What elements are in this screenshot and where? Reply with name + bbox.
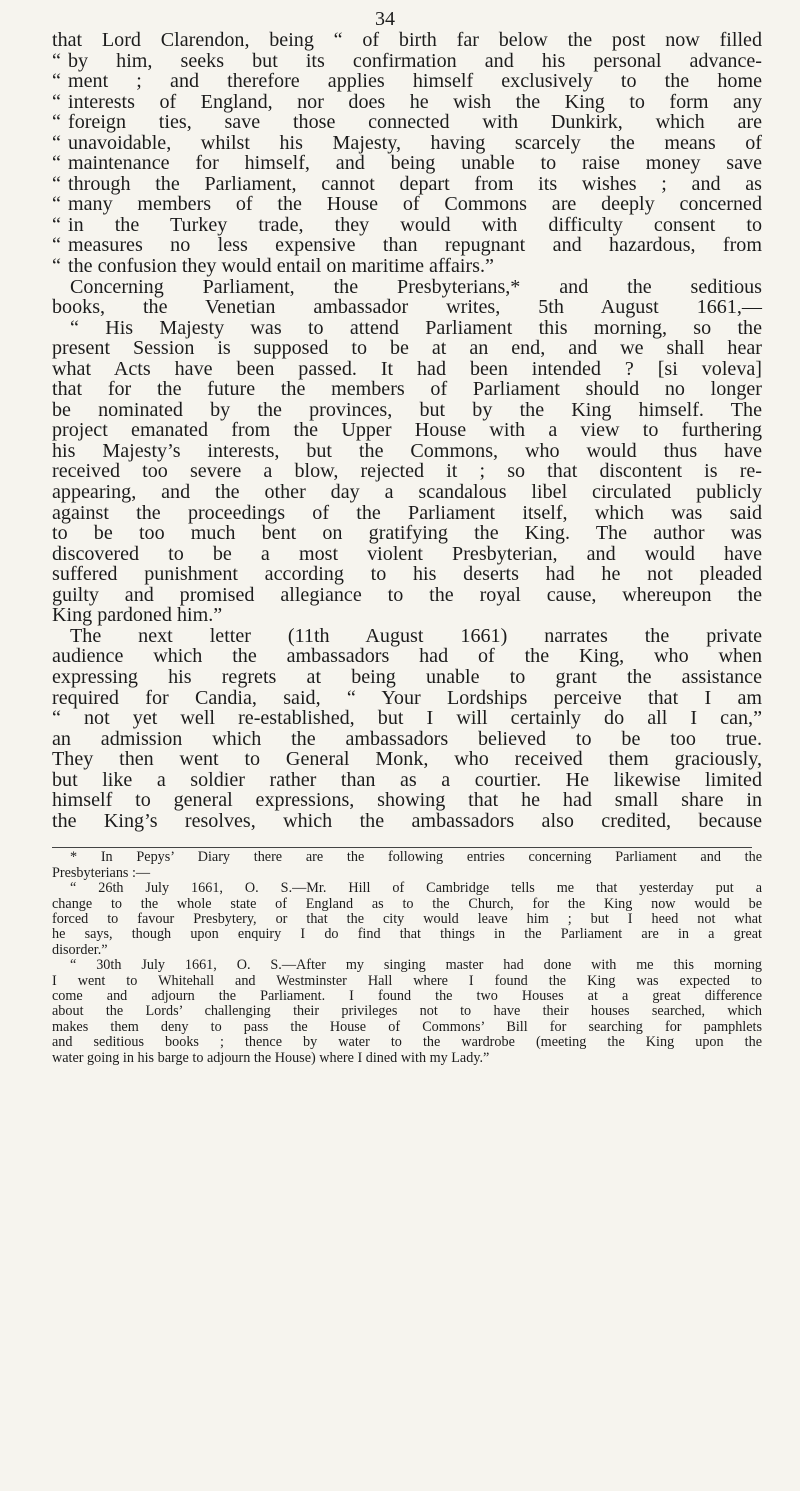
text-line: “ unavoidable, whilst his Majesty, having scarcely the means of bbox=[52, 131, 762, 154]
text-line: an admission which the ambassadors believed to be too true. bbox=[52, 727, 762, 750]
footnote-line: “ 30th July 1661, O. S.—After my singing master had done with me this morning bbox=[70, 957, 762, 974]
text-line: suffered punishment according to his deserts had he not pleaded bbox=[52, 563, 762, 586]
text-line: that for the future the members of Parliament should no longer bbox=[52, 378, 762, 401]
quote-mark: “ bbox=[52, 234, 61, 257]
footnote-line: makes them deny to pass the House of Commons’ Bill for searching for pamphlets bbox=[52, 1018, 762, 1035]
footnote-line: disorder.” bbox=[52, 941, 108, 958]
footnote-line: change to the whole state of England as to the Church, for the King now would be bbox=[52, 895, 762, 912]
quote-mark: “ bbox=[52, 111, 61, 134]
quote-mark: “ bbox=[52, 152, 61, 175]
text-line: books, the Venetian ambassador writes, 5th August 1661,— bbox=[52, 296, 762, 319]
quote-mark: “ bbox=[52, 49, 61, 72]
text-line: Concerning Parliament, the Presbyterians,* and the seditious bbox=[70, 275, 762, 298]
text-line: “ measures no less expensive than repugnant and hazardous, from bbox=[52, 234, 762, 257]
text-line: “ His Majesty was to attend Parliament this morning, so the bbox=[70, 316, 762, 339]
text-line: “ in the Turkey trade, they would with difficulty consent to bbox=[52, 213, 762, 236]
paragraph-1 bbox=[52, 30, 762, 277]
text-line: They then went to General Monk, who received them graciously, bbox=[52, 748, 762, 771]
footnote-line: forced to favour Presbytery, or that the city would leave him ; but I heed not what bbox=[52, 910, 762, 927]
quote-mark: “ bbox=[52, 255, 61, 278]
text-line: discovered to be a most violent Presbyterian, and would have bbox=[52, 542, 762, 565]
text-line: against the proceedings of the Parliament itself, which was said bbox=[52, 501, 762, 524]
main-text bbox=[52, 30, 762, 831]
text-line: “ interests of England, nor does he wish the King to form any bbox=[52, 90, 762, 113]
quote-mark: “ bbox=[52, 172, 61, 195]
text-line: appearing, and the other day a scandalous libel circulated publicly bbox=[52, 481, 762, 504]
text-line: project emanated from the Upper House with a view to furthering bbox=[52, 419, 762, 442]
text-line: “ not yet well re-established, but I will certainly do all I can,” bbox=[52, 707, 762, 730]
quote-mark: “ bbox=[52, 131, 61, 154]
text-line: received too severe a blow, rejected it ; so that discontent is re- bbox=[52, 460, 762, 483]
footnote-line: “ 26th July 1661, O. S.—Mr. Hill of Cambridge tells me that yesterday put a bbox=[70, 880, 762, 897]
text-line: “ many members of the House of Commons are deeply concerned bbox=[52, 193, 762, 216]
footnote-divider bbox=[52, 847, 752, 848]
text-line: that Lord Clarendon, being “ of birth far below the post now filled bbox=[52, 29, 762, 51]
text-line: “ through the Parliament, cannot depart from its wishes ; and as bbox=[52, 172, 762, 195]
text-line: “ the confusion they would entail on maritime affairs.” bbox=[52, 255, 494, 278]
paragraph-2 bbox=[52, 277, 762, 626]
footnote-line: about the Lords’ challenging their privileges not to have their houses searched, which bbox=[52, 1003, 762, 1020]
text-line: audience which the ambassadors had of the King, who when bbox=[52, 645, 762, 668]
text-line: “ by him, seeks but its confirmation and his personal advance- bbox=[52, 49, 762, 72]
footnote-line: I went to Whitehall and Westminster Hall where I found the King was expected to bbox=[52, 972, 762, 989]
text-line: King pardoned him.” bbox=[52, 604, 223, 627]
paragraph-3 bbox=[52, 626, 762, 831]
text-line: “ foreign ties, save those connected with Dunkirk, which are bbox=[52, 111, 762, 134]
quote-mark: “ bbox=[52, 213, 61, 236]
footnote-line: Presbyterians :— bbox=[52, 864, 151, 881]
text-line: “ ment ; and therefore applies himself exclusively to the home bbox=[52, 70, 762, 93]
text-line: the King’s resolves, which the ambassadors also credited, because bbox=[52, 809, 762, 832]
page-number: 34 bbox=[375, 8, 395, 30]
text-line: present Session is supposed to be at an end, and we shall hear bbox=[52, 337, 762, 360]
text-line: be nominated by the provinces, but by the King himself. The bbox=[52, 398, 762, 421]
text-line: guilty and promised allegiance to the royal cause, whereupon the bbox=[52, 583, 762, 606]
text-line: required for Candia, said, “ Your Lordships perceive that I am bbox=[52, 686, 762, 709]
footnote-line: come and adjourn the Parliament. I found the two Houses at a great difference bbox=[52, 987, 762, 1004]
text-line: expressing his regrets at being unable to grant the assistance bbox=[52, 665, 762, 688]
text-line: his Majesty’s interests, but the Commons, who would thus have bbox=[52, 439, 762, 462]
text-line: himself to general expressions, showing that he had small share in bbox=[52, 789, 762, 812]
text-line: “ maintenance for himself, and being unable to raise money save bbox=[52, 152, 762, 175]
quote-mark: “ bbox=[52, 90, 61, 113]
footnote-line: water going in his barge to adjourn the House) where I dined with my Lady.” bbox=[52, 1049, 490, 1066]
text-line: The next letter (11th August 1661) narrates the private bbox=[70, 624, 762, 647]
quote-mark: “ bbox=[52, 70, 61, 93]
quote-mark: “ bbox=[52, 193, 61, 216]
footnote bbox=[52, 850, 762, 1066]
footnote-line: he says, though upon enquiry I do find that things in the Parliament are in a great bbox=[52, 926, 762, 943]
text-line: but like a soldier rather than as a courtier. He likewise limited bbox=[52, 768, 762, 791]
footnote-line: and seditious books ; thence by water to the wardrobe (meeting the King upon the bbox=[52, 1034, 762, 1051]
text-line: what Acts have been passed. It had been intended ? [si voleva] bbox=[52, 357, 762, 380]
footnote-line: * In Pepys’ Diary there are the following entries concerning Parliament and the bbox=[70, 849, 762, 866]
text-line: to be too much bent on gratifying the King. The author was bbox=[52, 522, 762, 545]
